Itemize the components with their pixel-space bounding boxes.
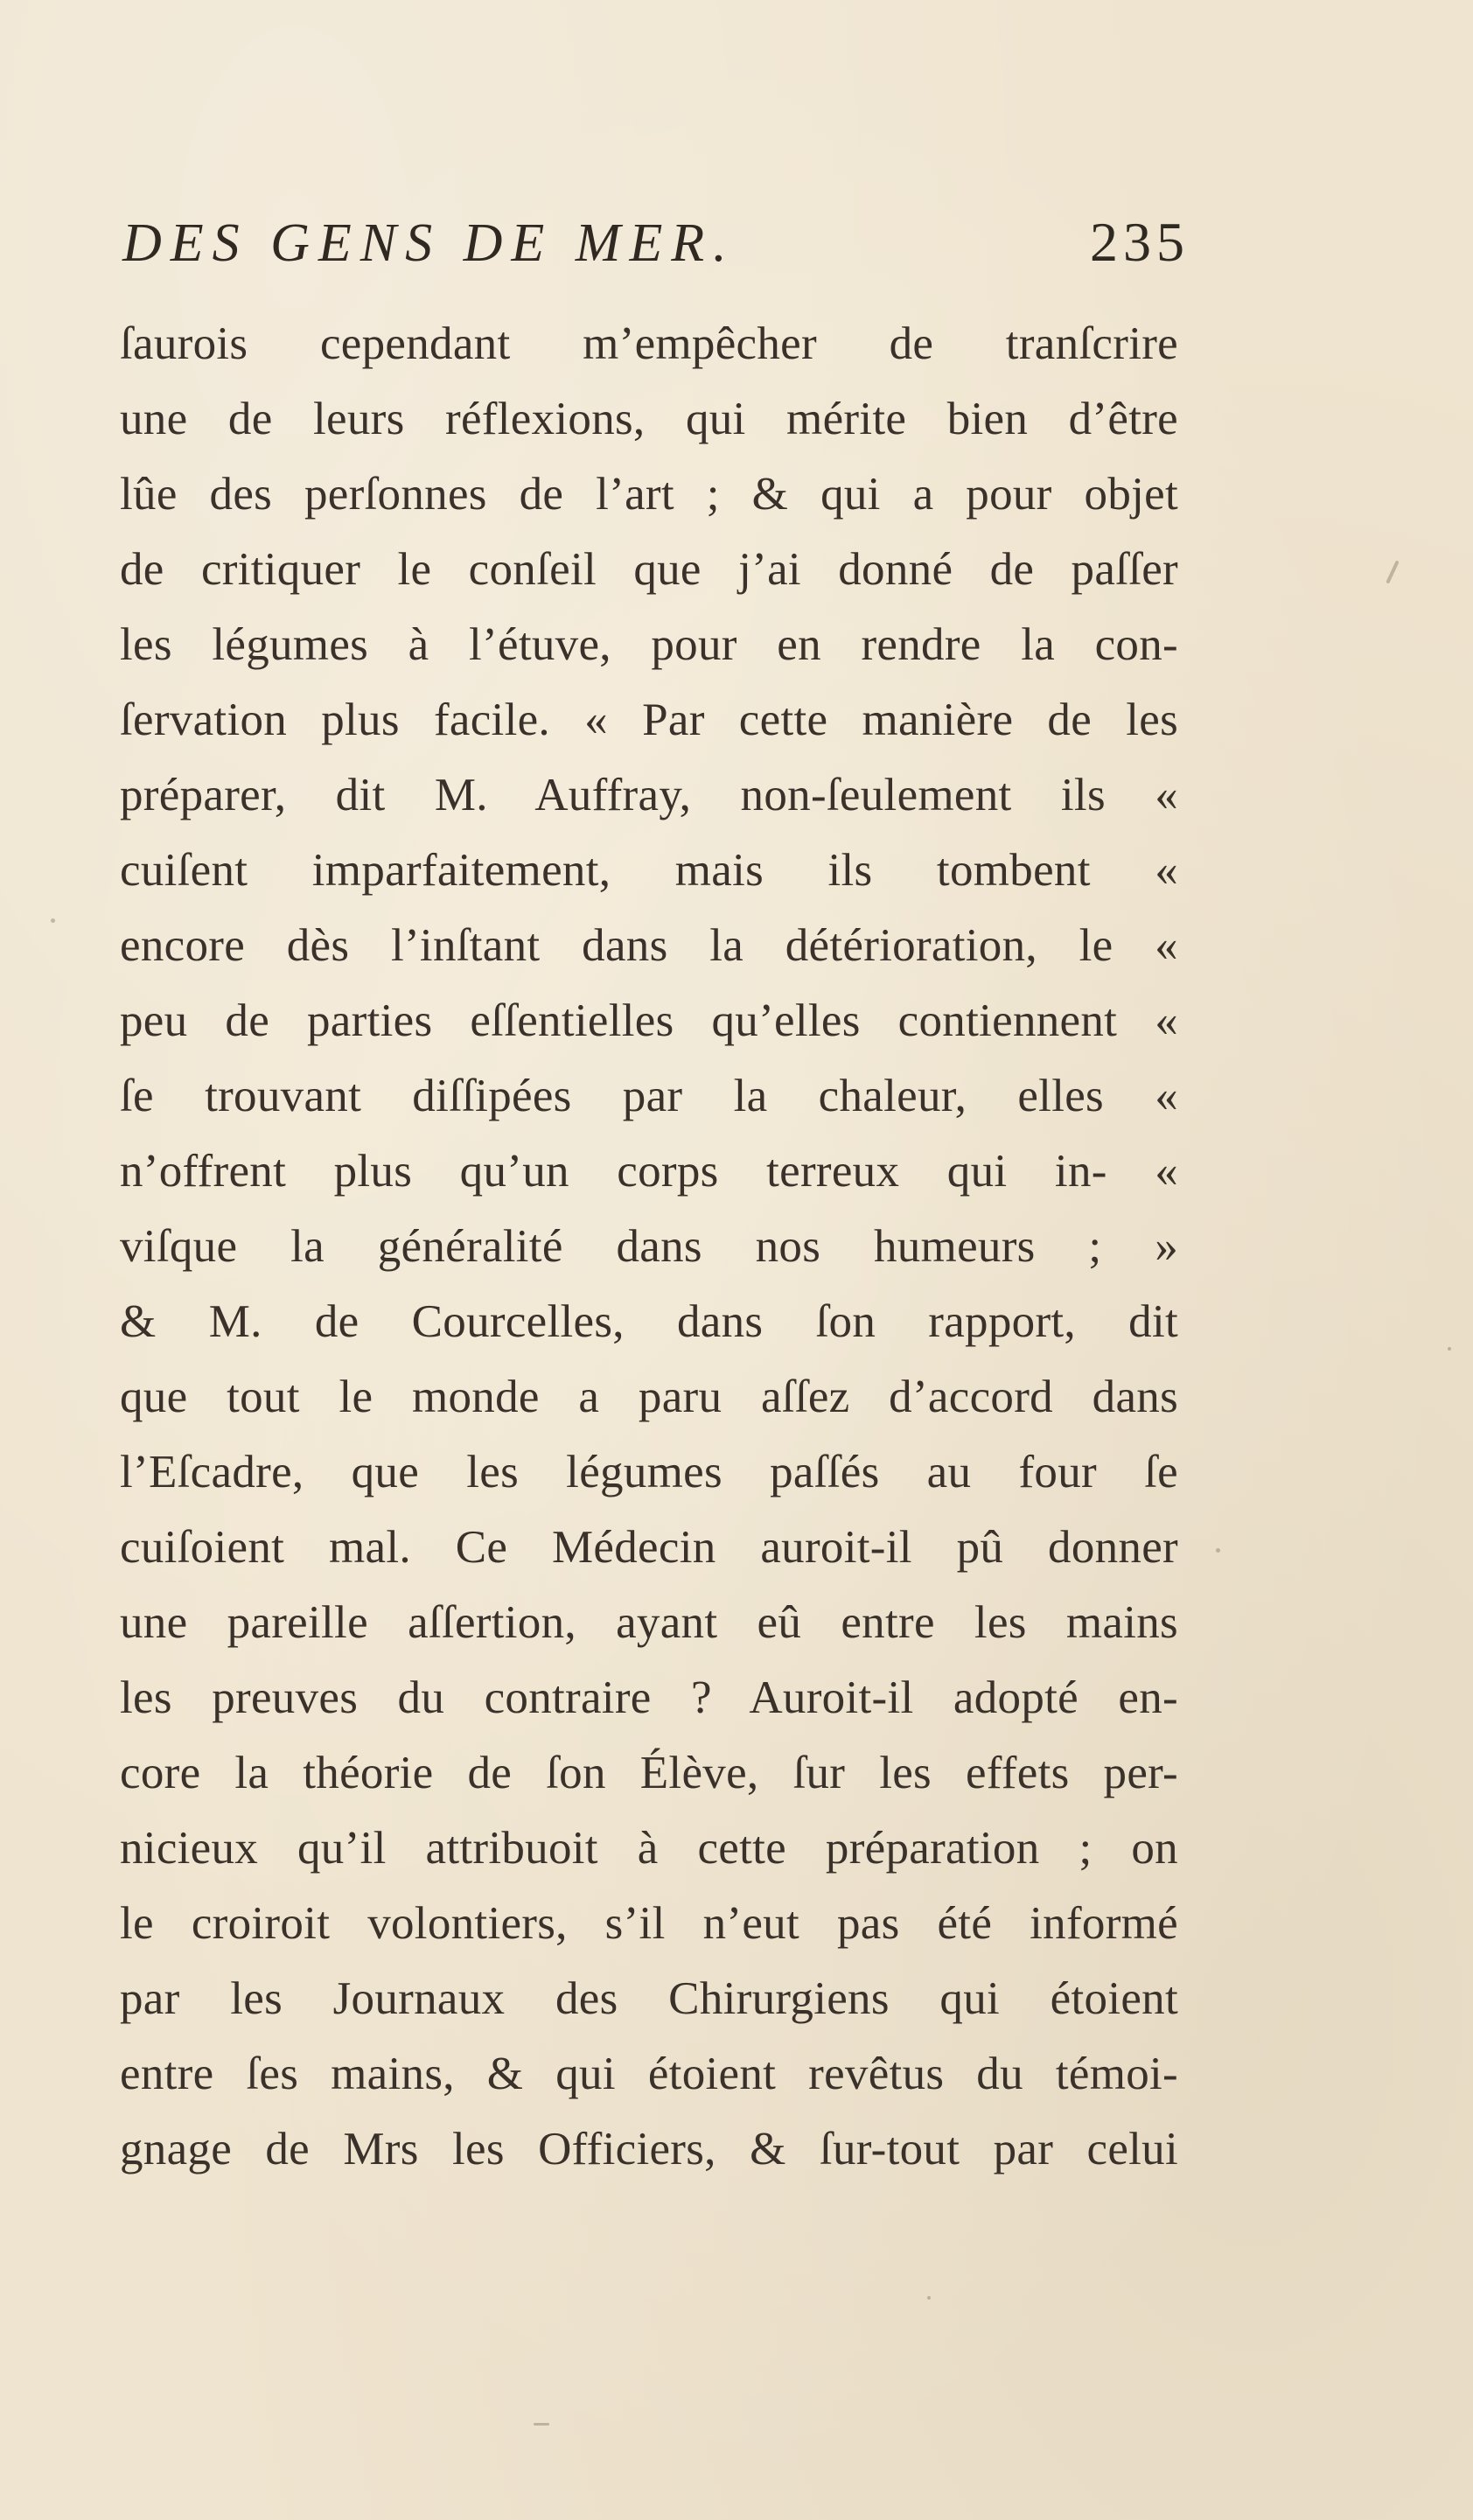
text-line: de critiquer le conſeil que j’ai donné de paſſer — [120, 544, 1178, 595]
text-line: lûe des perſonnes de l’art ; & qui a pour objet — [120, 469, 1178, 520]
page-number: 235 — [1090, 211, 1190, 273]
text-line: gnage de Mrs les Officiers, & ſur-tout par celui — [120, 2124, 1178, 2174]
running-head — [122, 210, 1190, 289]
text-line: nicieux qu’il attribuoit à cette préparation ; on — [120, 1823, 1178, 1874]
paper-speck — [1448, 1347, 1451, 1351]
text-line: ſervation plus facile. « Par cette manière de les — [120, 695, 1178, 745]
text-line: cuiſoient mal. Ce Médecin auroit-il pû donner — [120, 1522, 1178, 1573]
text-line: entre ſes mains, & qui étoient revêtus du témoi- — [120, 2049, 1178, 2099]
text-line: cuiſent imparfaitement, mais ils tombent « — [120, 845, 1178, 896]
paper-speck — [534, 2423, 549, 2426]
running-title: DES GENS DE MER. — [122, 213, 736, 273]
text-line: préparer, dit M. Auffray, non-ſeulement ils « — [120, 770, 1178, 820]
text-line: les légumes à l’étuve, pour en rendre la con- — [120, 619, 1178, 670]
text-line: l’Eſcadre, que les légumes paſſés au four ſe — [120, 1447, 1178, 1497]
paper-speck — [1216, 1548, 1220, 1553]
paper-speck — [1386, 560, 1399, 583]
text-line: ſaurois cependant m’empêcher de tranſcrire — [120, 318, 1178, 369]
text-line: les preuves du contraire ? Auroit-il adopté en- — [120, 1672, 1178, 1723]
text-line: & M. de Courcelles, dans ſon rapport, dit — [120, 1296, 1178, 1347]
text-line: peu de parties eſſentielles qu’elles contiennent « — [120, 995, 1178, 1046]
text-line: par les Journaux des Chirurgiens qui étoient — [120, 1973, 1178, 2024]
text-line: n’offrent plus qu’un corps terreux qui in- « — [120, 1146, 1178, 1197]
text-line: que tout le monde a paru aſſez d’accord dans — [120, 1372, 1178, 1422]
text-line: ſe trouvant diſſipées par la chaleur, elles « — [120, 1071, 1178, 1121]
body-text — [120, 306, 1178, 2187]
paper-speck — [927, 2296, 931, 2300]
paper-speck — [51, 918, 55, 923]
text-line: une pareille aſſertion, ayant eû entre les mains — [120, 1597, 1178, 1648]
text-line: une de leurs réflexions, qui mérite bien d’être — [120, 394, 1178, 444]
text-line: viſque la généralité dans nos humeurs ; » — [120, 1221, 1178, 1272]
text-line: encore dès l’inſtant dans la détérioration, le « — [120, 920, 1178, 971]
text-line: le croiroit volontiers, s’il n’eut pas été informé — [120, 1898, 1178, 1949]
text-line: core la théorie de ſon Élève, ſur les effets per- — [120, 1748, 1178, 1798]
